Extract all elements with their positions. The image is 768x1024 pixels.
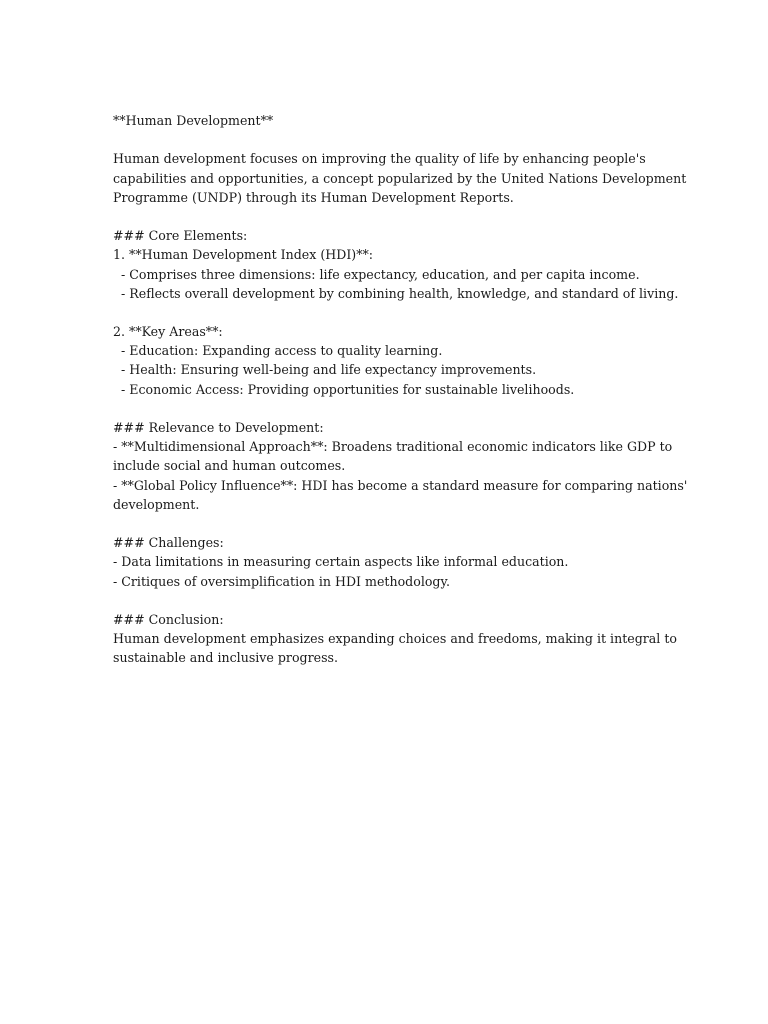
challenges-line-1: - Data limitations in measuring certain aspects like informal education. — [113, 554, 569, 570]
relevance-line-1: - **Multidimensional Approach**: Broadens traditional economic indicators like GDP to — [113, 439, 673, 455]
hdi-point-2: - Reflects overall development by combining health, knowledge, and standard of living. — [113, 285, 679, 301]
challenges-heading: ### Challenges: — [113, 535, 224, 551]
spacer — [113, 130, 653, 149]
challenges-line-2: - Critiques of oversimplification in HDI methodology. — [113, 573, 450, 589]
core-elements-heading: ### Core Elements: — [113, 228, 248, 244]
document-page — [113, 111, 688, 667]
intro-line-2: capabilities and opportunities, a concept popularized by the United Nations Development — [113, 170, 687, 186]
conclusion-line-1: Human development emphasizes expanding choices and freedoms, making it integral to — [113, 631, 677, 647]
document-title: **Human Development** — [113, 113, 274, 128]
relevance-line-4: development. — [113, 496, 200, 512]
relevance-line-2: include social and human outcomes. — [113, 458, 346, 474]
hdi-item-label: 1. **Human Development Index (HDI)**: — [113, 247, 374, 263]
key-areas-label: 2. **Key Areas**: — [113, 324, 223, 340]
spacer — [113, 514, 653, 533]
key-area-economic: - Economic Access: Providing opportunities for sustainable livelihoods. — [113, 381, 575, 397]
conclusion-heading: ### Conclusion: — [113, 611, 224, 627]
relevance-line-3: - **Global Policy Influence**: HDI has become a standard measure for comparing nations' — [113, 477, 688, 493]
relevance-heading: ### Relevance to Development: — [113, 420, 324, 435]
spacer — [113, 591, 653, 610]
key-area-education: - Education: Expanding access to quality learning. — [113, 343, 443, 359]
conclusion-line-2: sustainable and inclusive progress. — [113, 650, 339, 666]
intro-line-1: Human development focuses on improving the quality of life by enhancing people's — [113, 151, 646, 167]
key-area-health: - Health: Ensuring well-being and life expectancy improvements. — [113, 362, 537, 378]
hdi-point-1: - Comprises three dimensions: life expectancy, education, and per capita income. — [113, 266, 640, 282]
spacer — [113, 207, 653, 226]
spacer — [113, 303, 653, 322]
intro-line-3: Programme (UNDP) through its Human Development Reports. — [113, 189, 514, 205]
spacer — [113, 399, 653, 418]
